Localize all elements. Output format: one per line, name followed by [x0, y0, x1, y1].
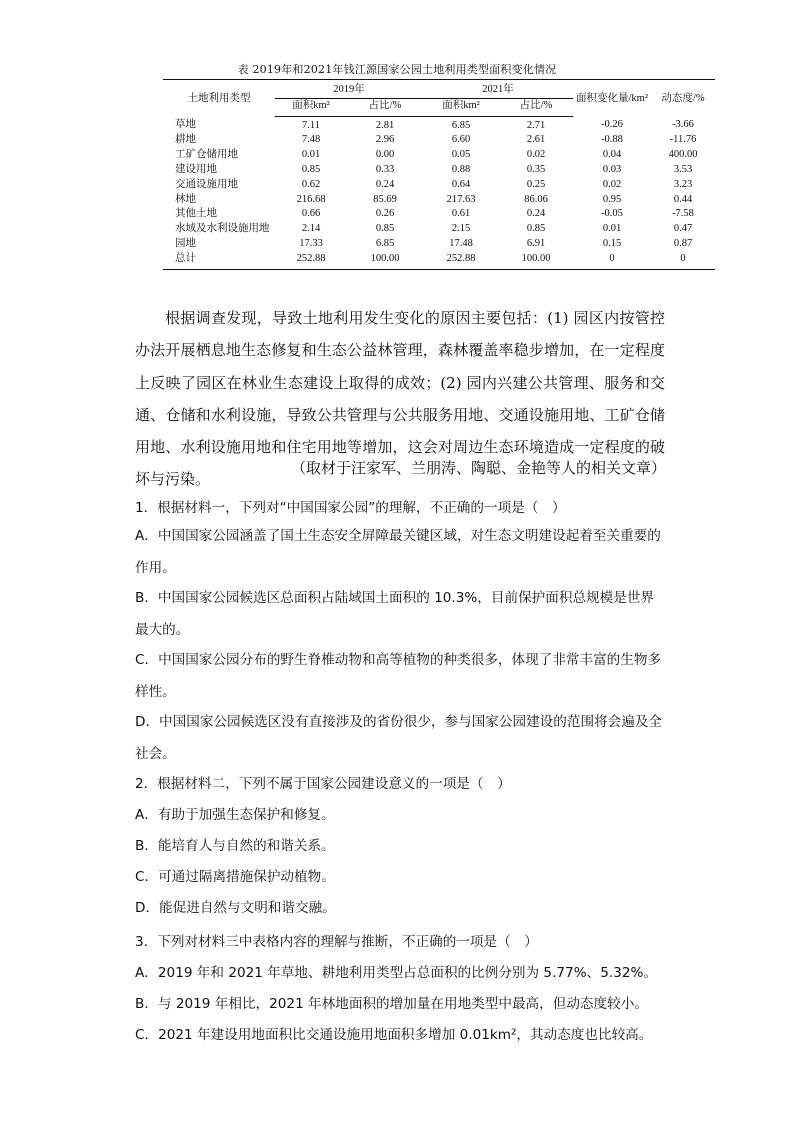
cell-a21: 252.88 — [423, 252, 499, 269]
cell-r19: 0.33 — [375, 163, 395, 175]
header-area-2021: 面积km² — [423, 98, 499, 116]
cell-r21: 0.02 — [526, 149, 546, 161]
cell-dyn: 3.53 — [673, 163, 693, 175]
table-row — [163, 163, 715, 178]
question-1-option-b: B．中国国家公园候选区总面积占陆域国土面积的 10.3%，目前保护面积总规模是世界最大的。 — [135, 590, 655, 639]
cell-a21: 2.15 — [451, 223, 471, 235]
source-attribution: （取材于汪家军、兰朋涛、陶聪、金艳等人的相关文章） — [290, 459, 666, 477]
cell-a19: 0.62 — [301, 178, 321, 190]
cell-land-type: 建设用地 — [175, 163, 217, 175]
question-3-option-b: B．与 2019 年相比，2021 年林地面积的增加量在用地类型中最高，但动态度较小。 — [135, 996, 648, 1012]
cell-chg: 0.03 — [602, 163, 622, 175]
cell-r19: 0.24 — [375, 178, 395, 190]
cell-a21: 0.61 — [451, 208, 471, 220]
cell-chg: 0.04 — [602, 149, 622, 161]
cell-r19: 85.69 — [373, 193, 397, 205]
cell-a21: 6.85 — [451, 119, 471, 131]
header-year-2021: 2021年 — [423, 80, 573, 99]
cell-r21: 0.85 — [526, 223, 546, 235]
cell-dyn: 400.00 — [668, 149, 698, 161]
table-row — [163, 133, 715, 148]
cell-dyn: -11.76 — [669, 134, 697, 146]
cell-land-type: 其他土地 — [175, 208, 217, 220]
cell-a19: 17.33 — [299, 237, 323, 249]
cell-dyn: 0.47 — [673, 223, 693, 235]
question-2-option-a: A．有助于加强生态保护和修复。 — [135, 807, 335, 823]
question-1-option-a: A．中国国家公园涵盖了国土生态安全屏障最关键区域，对生态文明建设起着至关重要的作用。 — [135, 528, 661, 577]
cell-land-type: 交通设施用地 — [175, 178, 238, 190]
cell-dyn: 0.44 — [673, 193, 693, 205]
cell-a21: 0.05 — [451, 149, 471, 161]
cell-land-type: 总计 — [163, 252, 275, 269]
header-area-change: 面积变化量/km² — [573, 80, 651, 117]
table-row — [163, 148, 715, 163]
cell-chg: -0.05 — [601, 208, 623, 220]
cell-r21: 2.71 — [526, 119, 546, 131]
cell-land-type: 耕地 — [175, 134, 196, 146]
header-land-type: 土地利用类型 — [163, 80, 275, 117]
cell-dyn: -7.58 — [672, 208, 694, 220]
cell-a19: 2.14 — [301, 223, 321, 235]
header-ratio-2019: 占比/% — [347, 98, 423, 116]
cell-r21: 6.91 — [526, 237, 546, 249]
cell-r19: 2.96 — [375, 134, 395, 146]
cell-chg: 0 — [573, 252, 651, 269]
cell-r19: 6.85 — [375, 237, 395, 249]
cell-a19: 7.48 — [301, 134, 321, 146]
question-2-option-b: B．能培育人与自然的和谐关系。 — [135, 838, 335, 854]
cell-r19: 0.00 — [375, 149, 395, 161]
cell-land-type: 园地 — [175, 237, 196, 249]
cell-chg: 0.95 — [602, 193, 622, 205]
cell-r19: 2.81 — [375, 119, 395, 131]
cell-r21: 0.24 — [526, 208, 546, 220]
cell-r21: 100.00 — [499, 252, 573, 269]
analysis-paragraph: 根据调查发现，导致土地利用发生变化的原因主要包括：(1) 园区内按管控办法开展栖息地生态修复和生态公益林管理，森林覆盖率稳步增加，在一定程度上反映了园区在林业生态建设上取得的成效；(2) 园内兴建公共管理、服务和交通、仓储和水利设施，导致公共管理与公共服务用地、交通设施用地、工矿仓储用地、水利设施用地和住宅用地等增加，这会对周边生态环境造成一定程度的破坏与污染。 — [135, 309, 665, 489]
cell-a21: 0.64 — [451, 178, 471, 190]
cell-dyn: 3.23 — [673, 178, 693, 190]
cell-r21: 0.35 — [526, 163, 546, 175]
cell-a19: 0.66 — [301, 208, 321, 220]
cell-a21: 0.88 — [451, 163, 471, 175]
cell-a19: 7.11 — [302, 119, 320, 131]
header-dynamic-degree: 动态度/% — [651, 80, 715, 117]
table-row — [163, 116, 715, 133]
cell-chg: 0.02 — [602, 178, 622, 190]
cell-r21: 2.61 — [526, 134, 546, 146]
cell-r19: 100.00 — [347, 252, 423, 269]
cell-r19: 0.26 — [375, 208, 395, 220]
question-2-option-d: D．能促进自然与文明和谐交融。 — [135, 900, 336, 916]
table-row — [163, 178, 715, 193]
question-3-stem: 3．下列对材料三中表格内容的理解与推断，不正确的一项是（ ） — [135, 934, 538, 950]
cell-land-type: 草地 — [175, 119, 196, 131]
cell-dyn: 0 — [651, 252, 715, 269]
table-row — [163, 252, 715, 269]
question-1-option-c: C．中国国家公园分布的野生脊椎动物和高等植物的种类很多，体现了非常丰富的生物多样性。 — [135, 652, 662, 701]
question-2-option-c: C．可通过隔离措施保护动植物。 — [135, 869, 335, 885]
cell-a19: 216.68 — [296, 193, 326, 205]
header-ratio-2021: 占比/% — [499, 98, 573, 116]
cell-land-type: 水域及水利设施用地 — [175, 223, 270, 235]
cell-r19: 0.85 — [375, 223, 395, 235]
table-row — [163, 237, 715, 252]
cell-chg: 0.01 — [602, 223, 622, 235]
cell-chg: 0.15 — [602, 237, 622, 249]
question-3-option-a: A．2019 年和 2021 年草地、耕地利用类型占总面积的比例分别为 5.77%、5.32%。 — [135, 965, 657, 981]
header-area-2019: 面积km² — [275, 98, 347, 116]
table-row — [163, 222, 715, 237]
cell-a21: 6.60 — [451, 134, 471, 146]
cell-a21: 17.48 — [449, 237, 473, 249]
question-1-option-d: D．中国国家公园候选区没有直接涉及的省份很少，参与国家公园建设的范围将会遍及全社会。 — [135, 714, 663, 763]
cell-land-type: 工矿仓储用地 — [175, 149, 238, 161]
header-year-2019: 2019年 — [275, 80, 423, 99]
cell-r21: 0.25 — [526, 178, 546, 190]
table-row — [163, 207, 715, 222]
cell-a19: 0.01 — [301, 149, 321, 161]
question-2-stem: 2．根据材料二，下列不属于国家公园建设意义的一项是（ ） — [135, 776, 511, 792]
cell-a19: 252.88 — [275, 252, 347, 269]
cell-a21: 217.63 — [446, 193, 476, 205]
cell-dyn: -3.66 — [672, 119, 694, 131]
cell-chg: -0.88 — [601, 134, 623, 146]
question-1-stem: 1．根据材料一，下列对“中国国家公园”的理解，不正确的一项是（ ） — [135, 500, 566, 516]
table-caption: 表 2019年和2021年钱江源国家公园土地利用类型面积变化情况 — [237, 63, 557, 76]
cell-a19: 0.85 — [301, 163, 321, 175]
cell-dyn: 0.87 — [673, 237, 693, 249]
cell-land-type: 林地 — [175, 193, 196, 205]
table-row — [163, 193, 715, 208]
cell-r21: 86.06 — [524, 193, 548, 205]
question-3-option-c: C．2021 年建设用地面积比交通设施用地面积多增加 0.01km²，其动态度也比较高。 — [135, 1027, 653, 1043]
cell-chg: -0.26 — [601, 119, 623, 131]
land-use-table — [163, 79, 715, 270]
